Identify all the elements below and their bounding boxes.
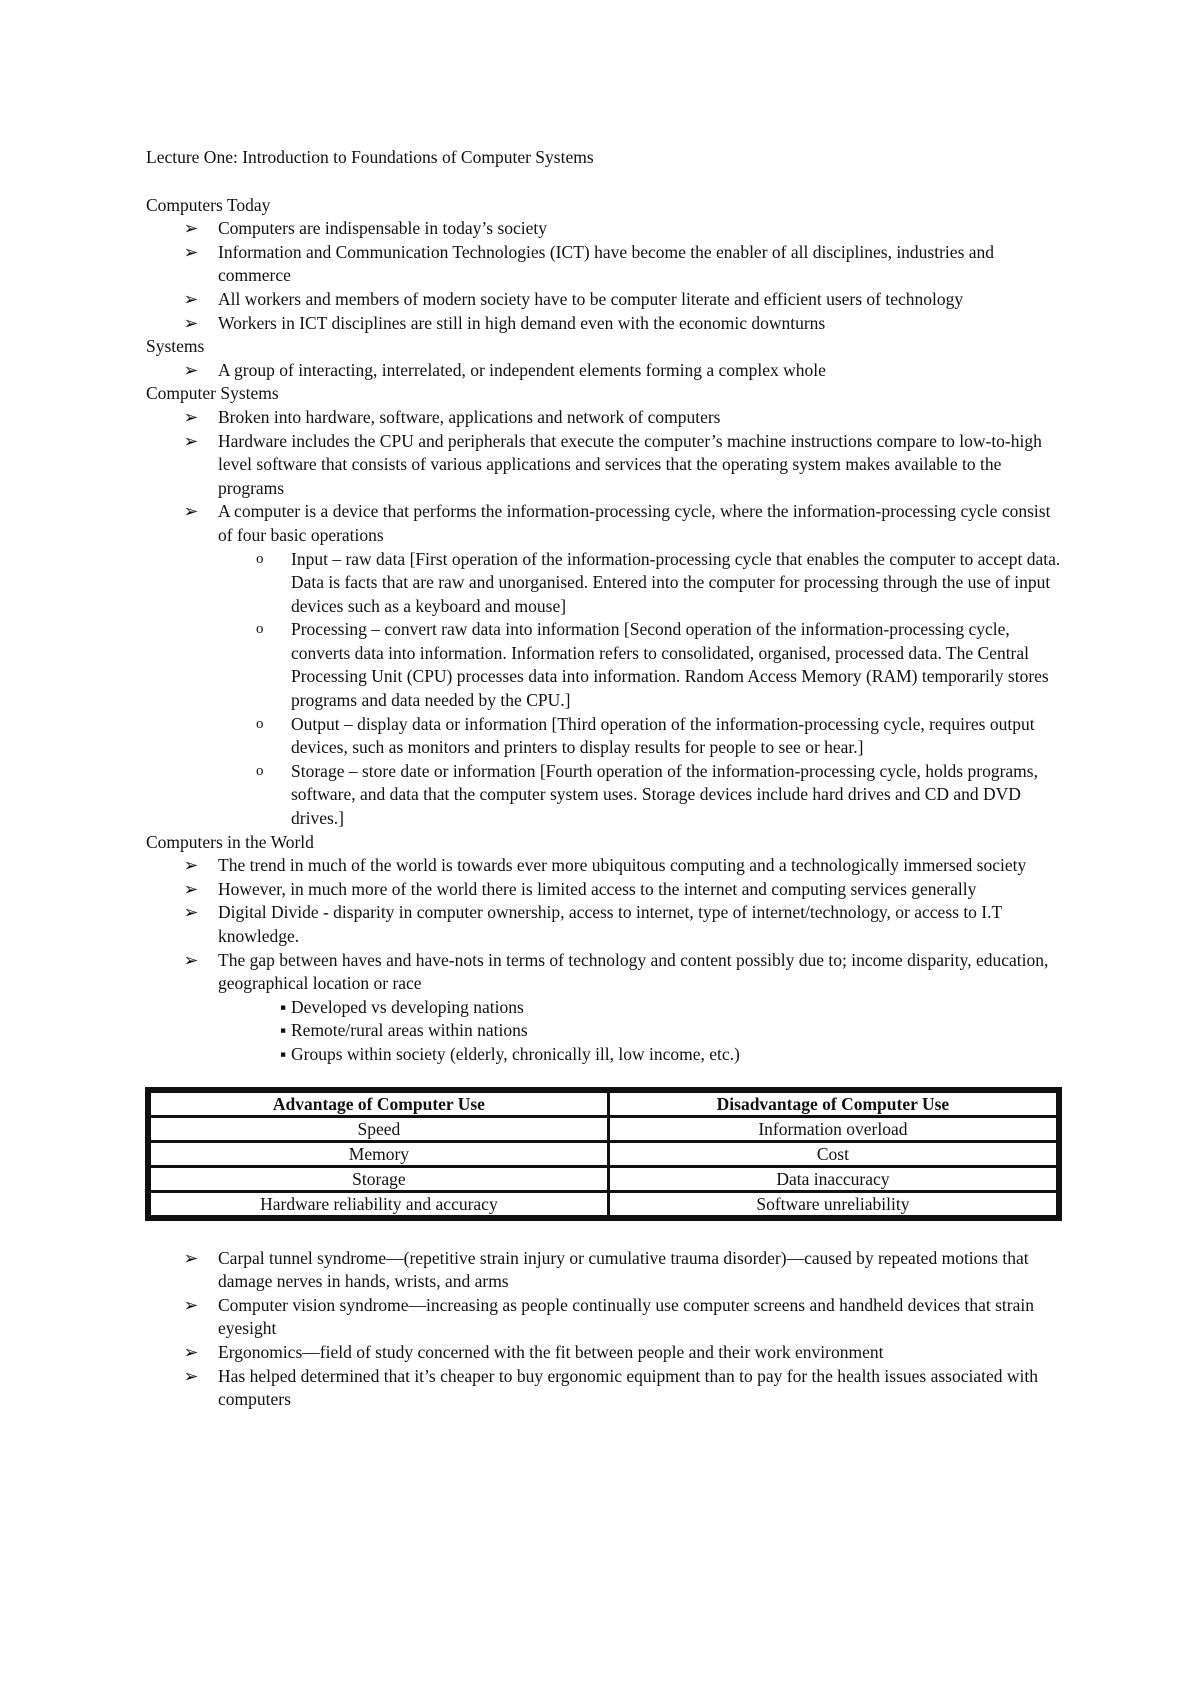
table-cell: Cost [610,1143,1056,1165]
sub-list-item [280,996,1066,1020]
list-item-text: Ergonomics—field of study concerned with the fit between people and their work environment [218,1341,884,1362]
table-cell: Memory [151,1143,607,1165]
table-row [151,1143,1056,1165]
arrow-bullet-icon: ➢ [183,312,199,333]
sub-list-item [256,548,1066,619]
list-item [183,1294,1066,1341]
sub-list-item [280,1043,1066,1067]
circle-bullet-icon: o [256,621,264,638]
list-item-text: Digital Divide - disparity in computer ownership, access to internet, type of internet/technology, or access to I.T knowledge. [218,902,1002,946]
list-item [183,430,1066,501]
table-header-disadvantage: Disadvantage of Computer Use [610,1093,1056,1115]
arrow-bullet-icon: ➢ [183,855,199,876]
list-item [183,406,1066,430]
arrow-bullet-icon: ➢ [183,501,199,522]
arrow-bullet-icon: ➢ [183,1365,199,1386]
sub-list-item-text: Output – display data or information [Third operation of the information-processing cycle, requires output devices, such as monitors and printers to display results for people to see or hear.] [291,713,1035,758]
list-item-text: Computer vision syndrome—increasing as people continually use computer screens and handheld devices that strain eyesight [218,1294,1034,1339]
list-item-text: Carpal tunnel syndrome—(repetitive strain injury or cumulative trauma disorder)—caused by repeated motions that damage nerves in hands, wrists, and arms [218,1247,1029,1292]
arrow-bullet-icon: ➢ [183,359,199,380]
table-row [151,1193,1056,1215]
list-item [183,241,1066,288]
list-item-text: However, in much more of the world there is limited access to the internet and computing services generally [218,878,977,899]
arrow-bullet-icon: ➢ [183,430,199,451]
list-item [183,1247,1066,1294]
arrow-bullet-icon: ➢ [183,241,199,262]
list-item-text: A group of interacting, interrelated, or independent elements forming a complex whole [218,359,826,380]
computers-in-world-list [146,854,1066,996]
list-item-text: The trend in much of the world is towards ever more ubiquitous computing and a technologically immersed society [218,855,1027,876]
list-item [183,359,1066,383]
table-cell: Information overload [610,1118,1056,1140]
table-header-row [151,1093,1056,1115]
table-cell: Storage [151,1168,607,1190]
digital-divide-list [146,996,1066,1067]
list-item-text: All workers and members of modern society have to be computer literate and efficient users of technology [218,288,964,309]
computer-systems-list [146,406,1066,831]
list-item [183,288,1066,312]
list-item [183,500,1066,830]
circle-bullet-icon: o [256,762,264,779]
document-body [146,146,1066,1412]
table-cell: Speed [151,1118,607,1140]
arrow-bullet-icon: ➢ [183,288,199,309]
list-item-text: Broken into hardware, software, applications and network of computers [218,406,721,427]
table-cell: Hardware reliability and accuracy [151,1193,607,1215]
square-bullet-icon: ▪ [280,1020,287,1041]
circle-bullet-icon: o [256,715,264,732]
list-item-text: The gap between haves and have-nots in terms of technology and content possibly due to; income disparity, education, geographical location or race [218,949,1049,994]
sub-list-item [280,1019,1066,1043]
sub-list-item-text: Groups within society (elderly, chronically ill, low income, etc.) [291,1043,740,1064]
sub-list-item-text: Remote/rural areas within nations [291,1020,528,1041]
processing-cycle-list [218,548,1066,831]
arrow-bullet-icon: ➢ [183,1247,199,1268]
sub-list-item-text: Processing – convert raw data into information [Second operation of the information-processing cycle, converts data into information. Information refers to consolidated, organised, processed data. The Central Processing Unit (CPU) processes data into information. Random Access Memory (RAM) temporarily stores programs and data needed by the CPU.] [291,619,1049,711]
sub-list-item-text: Storage – store date or information [Fourth operation of the information-processing cycle, holds programs, software, and data that the computer system uses. Storage devices include hard drives and CD and DVD drives.] [291,760,1038,829]
circle-bullet-icon: o [256,550,264,567]
computers-today-list [146,217,1066,335]
section-heading-computer-systems: Computer Systems [146,383,279,404]
list-item [183,1365,1066,1412]
list-item [183,901,1066,948]
section-heading-systems: Systems [146,336,205,357]
sub-list-item [256,618,1066,712]
list-item-text: A computer is a device that performs the information-processing cycle, where the information-processing cycle consist of four basic operations [218,501,1051,545]
list-item [183,878,1066,902]
spacer [146,170,1066,194]
health-issues-list [146,1247,1066,1412]
arrow-bullet-icon: ➢ [183,878,199,899]
list-item-text: Has helped determined that it’s cheaper to buy ergonomic equipment than to pay for the health issues associated with computers [218,1365,1039,1410]
list-item-text: Information and Communication Technologies (ICT) have become the enabler of all disciplines, industries and commerce [218,241,995,286]
arrow-bullet-icon: ➢ [183,218,199,239]
arrow-bullet-icon: ➢ [183,949,199,970]
table-cell: Software unreliability [610,1193,1056,1215]
advantages-disadvantages-table [145,1087,1062,1221]
list-item [183,312,1066,336]
list-item [183,854,1066,878]
arrow-bullet-icon: ➢ [183,406,199,427]
square-bullet-icon: ▪ [280,1043,287,1064]
square-bullet-icon: ▪ [280,996,287,1017]
section-heading-computers-in-the-world: Computers in the World [146,831,314,852]
section-heading-computers-today: Computers Today [146,194,271,215]
systems-list [146,359,1066,383]
table-cell: Data inaccuracy [610,1168,1056,1190]
arrow-bullet-icon: ➢ [183,1294,199,1315]
list-item [183,217,1066,241]
list-item-text: Computers are indispensable in today’s society [218,218,548,239]
sub-list-item [256,713,1066,760]
table-row [151,1118,1056,1140]
sub-list-item-text: Input – raw data [First operation of the information-processing cycle that enables the computer to accept data. Data is facts that are raw and unorganised. Entered into the computer for processing through the use of input devices such as a keyboard and mouse] [291,548,1061,616]
list-item [183,949,1066,996]
arrow-bullet-icon: ➢ [183,1341,199,1362]
sub-list-item [256,760,1066,831]
sub-list-item-text: Developed vs developing nations [291,996,524,1017]
list-item-text: Hardware includes the CPU and peripherals that execute the computer’s machine instructions compare to low-to-high level software that consists of various applications and services that the operating system makes available to the programs [218,430,1042,498]
table-header-advantage: Advantage of Computer Use [151,1093,607,1115]
arrow-bullet-icon: ➢ [183,902,199,923]
document-title: Lecture One: Introduction to Foundations of Computer Systems [146,147,594,167]
table-row [151,1168,1056,1190]
list-item-text: Workers in ICT disciplines are still in high demand even with the economic downturns [218,312,826,333]
list-item [183,1341,1066,1365]
